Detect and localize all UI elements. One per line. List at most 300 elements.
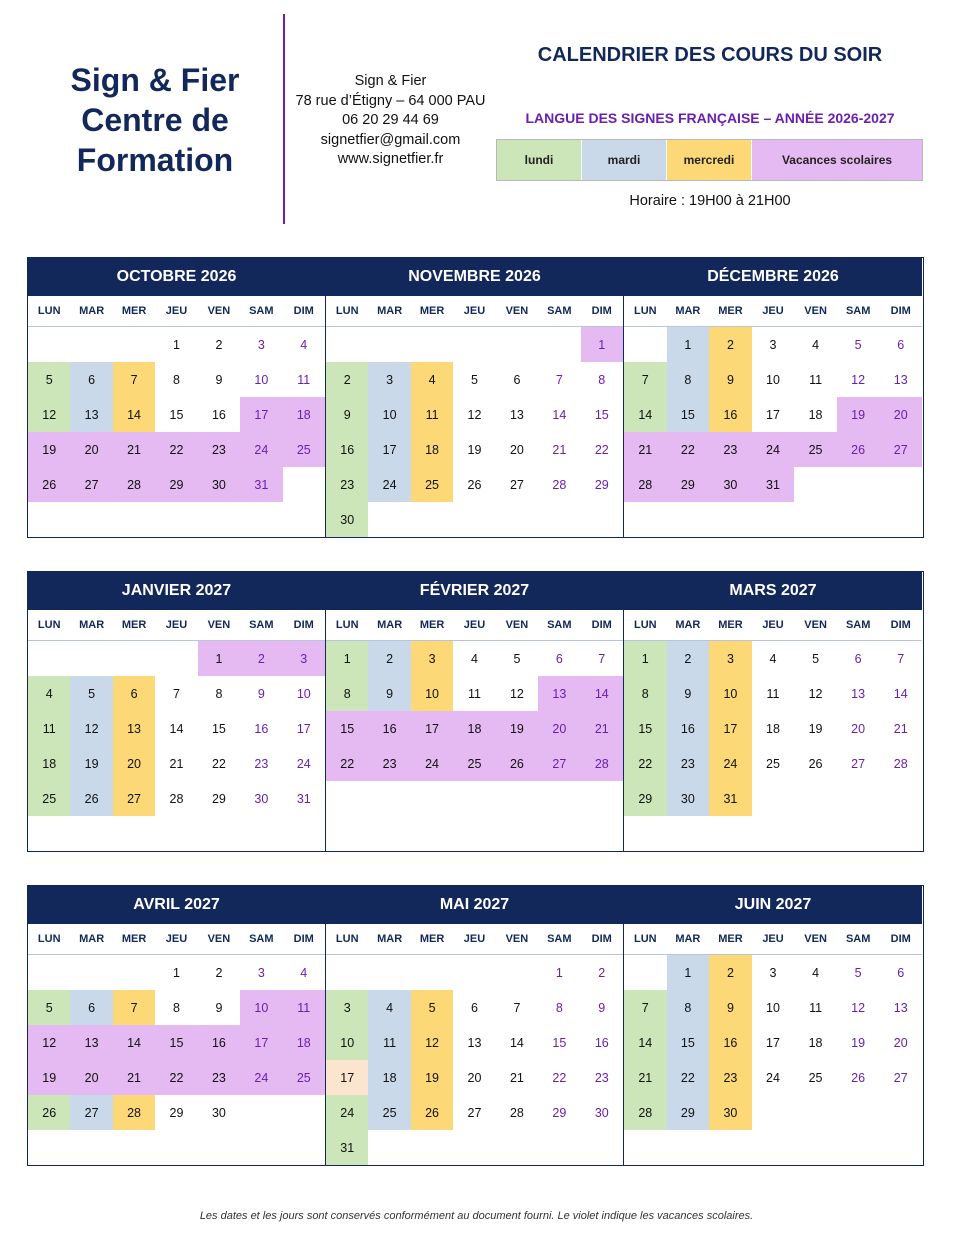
month-calendar (325, 886, 623, 1165)
weekday-label: VEN (505, 933, 529, 945)
day-cell: 29 (155, 467, 197, 502)
contact-email[interactable]: signetfier@gmail.com (320, 131, 461, 148)
day-cell: 7 (624, 990, 667, 1025)
day-cell: 6 (70, 990, 112, 1025)
day-cell: 31 (296, 791, 311, 806)
page-subtitle: LANGUE DES SIGNES FRANÇAISE – ANNÉE 2026-2027 (525, 110, 895, 126)
weekday-label: SAM (845, 619, 871, 631)
day-cell: 3 (411, 641, 453, 676)
day-cell: 13 (538, 676, 580, 711)
day-cell: 14 (552, 407, 567, 422)
day-cell: 19 (411, 1060, 453, 1095)
day-cell: 14 (624, 1025, 667, 1060)
day-cell: 9 (215, 1000, 223, 1015)
day-cell: 22 (667, 432, 710, 467)
day-cell: 25 (794, 432, 837, 467)
day-cell: 23 (254, 756, 269, 771)
weekday-header (28, 610, 325, 641)
day-grid (624, 641, 922, 816)
day-cell: 2 (368, 641, 410, 676)
day-cell: 2 (215, 337, 223, 352)
day-cell: 10 (326, 1025, 368, 1060)
weekday-label: MER (121, 933, 147, 945)
day-cell: 28 (552, 477, 567, 492)
day-cell: 20 (893, 1035, 908, 1050)
day-cell: 21 (169, 756, 184, 771)
month-title: DÉCEMBRE 2026 (624, 258, 922, 296)
day-cell: 17 (411, 711, 453, 746)
day-cell: 26 (28, 1095, 70, 1130)
day-cell: 26 (496, 746, 538, 781)
day-cell: 1 (667, 327, 710, 362)
weekday-label: SAM (845, 305, 871, 317)
weekday-label: LUN (37, 933, 61, 945)
day-cell: 21 (552, 442, 567, 457)
day-cell: 5 (471, 372, 478, 387)
month-title: MAI 2027 (326, 886, 623, 924)
weekday-header (624, 924, 922, 955)
weekday-label: JEU (463, 305, 486, 317)
empty-cell (496, 955, 538, 990)
day-cell: 12 (808, 686, 823, 701)
day-cell: 22 (155, 432, 197, 467)
day-cell: 18 (368, 1060, 410, 1095)
day-cell: 4 (28, 676, 70, 711)
weekday-label: MER (419, 305, 445, 317)
day-cell: 9 (215, 372, 223, 387)
day-cell: 2 (598, 965, 606, 980)
weekday-header (28, 296, 325, 327)
day-cell: 7 (555, 372, 563, 387)
weekday-label: MAR (79, 305, 105, 317)
weekday-label: VEN (207, 305, 231, 317)
day-cell: 6 (513, 372, 521, 387)
day-cell: 28 (113, 1095, 155, 1130)
day-cell: 5 (70, 676, 112, 711)
day-cell: 6 (897, 965, 905, 980)
day-cell: 20 (467, 1070, 482, 1085)
month-title: OCTOBRE 2026 (28, 258, 325, 296)
weekday-header (326, 296, 623, 327)
day-cell: 16 (594, 1035, 609, 1050)
weekday-label: LUN (633, 305, 657, 317)
day-grid (28, 327, 325, 502)
day-cell: 6 (555, 651, 563, 666)
empty-cell (624, 327, 667, 362)
day-cell: 18 (28, 746, 70, 781)
legend-vacances: Vacances scolaires (752, 140, 922, 180)
empty-cell (411, 327, 453, 362)
day-cell: 24 (709, 746, 752, 781)
day-grid (28, 955, 325, 1130)
day-cell: 23 (198, 1060, 240, 1095)
day-cell: 11 (283, 990, 325, 1025)
quarter-block-1 (27, 257, 924, 538)
day-cell: 14 (581, 676, 623, 711)
day-cell: 7 (113, 990, 155, 1025)
day-cell: 14 (113, 397, 155, 432)
day-cell: 3 (283, 641, 325, 676)
day-cell: 2 (215, 965, 223, 980)
empty-cell (28, 641, 70, 676)
day-cell: 21 (893, 721, 908, 736)
month-title: FÉVRIER 2027 (326, 572, 623, 610)
legend-mercredi: mercredi (667, 140, 752, 180)
weekday-label: MAR (675, 305, 701, 317)
quarter-block-3 (27, 885, 924, 1166)
day-cell: 28 (113, 467, 155, 502)
empty-cell (70, 327, 112, 362)
month-title: AVRIL 2027 (28, 886, 325, 924)
day-cell: 10 (766, 372, 780, 387)
weekday-label: JEU (463, 619, 486, 631)
weekday-label: VEN (505, 619, 529, 631)
empty-cell (496, 327, 538, 362)
weekday-label: MER (419, 619, 445, 631)
weekday-label: JEU (762, 305, 784, 317)
day-cell: 16 (254, 721, 269, 736)
day-cell: 16 (667, 711, 710, 746)
day-cell: 23 (709, 432, 752, 467)
empty-cell (411, 955, 453, 990)
day-cell: 18 (283, 1025, 325, 1060)
day-cell: 15 (594, 407, 609, 422)
day-cell: 19 (837, 397, 880, 432)
day-cell: 19 (467, 442, 482, 457)
day-cell: 16 (709, 1025, 752, 1060)
weekday-header (624, 296, 922, 327)
weekday-label: MER (718, 305, 743, 317)
day-cell: 3 (257, 965, 265, 980)
empty-cell (538, 327, 580, 362)
day-cell: 20 (509, 442, 524, 457)
day-cell: 15 (155, 1025, 197, 1060)
day-cell: 27 (70, 467, 112, 502)
day-cell: 1 (581, 327, 623, 362)
day-cell: 1 (173, 965, 180, 980)
day-cell: 15 (667, 397, 710, 432)
day-cell: 28 (893, 756, 908, 771)
weekday-label: VEN (207, 619, 231, 631)
weekday-label: SAM (547, 933, 572, 945)
day-cell: 28 (624, 467, 667, 502)
day-cell: 14 (113, 1025, 155, 1060)
day-cell: 19 (70, 746, 112, 781)
weekday-label: MER (718, 619, 743, 631)
weekday-label: DIM (591, 619, 612, 631)
weekday-label: JEU (165, 619, 188, 631)
weekday-label: LUN (633, 619, 657, 631)
day-cell: 21 (113, 1060, 155, 1095)
day-cell: 22 (594, 442, 609, 457)
day-cell: 4 (769, 651, 777, 666)
day-cell: 6 (70, 362, 112, 397)
day-cell: 7 (897, 651, 905, 666)
day-cell: 23 (326, 467, 368, 502)
day-cell: 13 (851, 686, 866, 701)
day-cell: 22 (624, 746, 667, 781)
day-cell: 10 (368, 397, 410, 432)
day-cell: 27 (851, 756, 866, 771)
day-cell: 19 (808, 721, 823, 736)
day-cell: 29 (624, 781, 667, 816)
day-cell: 15 (169, 407, 184, 422)
day-cell: 13 (467, 1035, 482, 1050)
weekday-label: SAM (249, 933, 274, 945)
weekday-label: VEN (804, 305, 827, 317)
day-cell: 4 (411, 362, 453, 397)
day-cell: 30 (326, 502, 368, 537)
day-cell: 3 (709, 641, 752, 676)
day-cell: 26 (411, 1095, 453, 1130)
day-cell: 18 (411, 432, 453, 467)
day-cell: 16 (368, 711, 410, 746)
day-cell: 25 (766, 756, 780, 771)
weekday-label: LUN (633, 933, 657, 945)
day-cell: 23 (594, 1070, 609, 1085)
day-cell: 17 (709, 711, 752, 746)
weekday-label: VEN (505, 305, 529, 317)
day-cell: 5 (28, 362, 70, 397)
day-cell: 30 (254, 791, 269, 806)
day-cell: 4 (368, 990, 410, 1025)
day-cell: 29 (667, 1095, 710, 1130)
day-cell: 5 (411, 990, 453, 1025)
day-cell: 2 (667, 641, 710, 676)
weekday-label: MAR (377, 305, 403, 317)
day-cell: 31 (752, 467, 795, 502)
quarter-block-2 (27, 571, 924, 852)
day-cell: 25 (283, 1060, 325, 1095)
day-cell: 27 (467, 1105, 482, 1120)
weekday-label: MAR (79, 619, 105, 631)
day-cell: 13 (70, 1025, 112, 1060)
day-cell: 17 (368, 432, 410, 467)
day-cell: 22 (155, 1060, 197, 1095)
weekday-label: MAR (79, 933, 105, 945)
day-cell: 8 (667, 990, 710, 1025)
day-cell: 5 (854, 965, 862, 980)
day-cell: 18 (453, 711, 495, 746)
day-cell: 17 (240, 397, 282, 432)
day-cell: 24 (326, 1095, 368, 1130)
day-cell: 2 (240, 641, 282, 676)
weekday-label: JEU (463, 933, 486, 945)
day-cell: 29 (169, 1105, 184, 1120)
day-cell: 9 (257, 686, 265, 701)
day-cell: 3 (257, 337, 265, 352)
day-cell: 7 (624, 362, 667, 397)
day-cell: 16 (709, 397, 752, 432)
empty-cell (624, 955, 667, 990)
day-cell: 3 (769, 965, 777, 980)
contact-address: 78 rue d’Étigny – 64 000 PAU (295, 92, 486, 109)
day-cell: 15 (211, 721, 226, 736)
day-cell: 28 (169, 791, 184, 806)
day-cell: 25 (28, 781, 70, 816)
day-cell: 4 (812, 965, 820, 980)
day-cell: 15 (667, 1025, 710, 1060)
contact-block (288, 72, 493, 170)
day-cell: 21 (624, 1060, 667, 1095)
empty-cell (368, 327, 410, 362)
day-cell: 26 (851, 1070, 866, 1085)
empty-cell (28, 955, 70, 990)
day-cell: 23 (198, 432, 240, 467)
day-cell: 9 (709, 990, 752, 1025)
empty-cell (155, 641, 197, 676)
month-calendar (325, 258, 623, 537)
day-cell: 31 (240, 467, 282, 502)
day-cell: 12 (467, 407, 482, 422)
day-cell: 6 (854, 651, 862, 666)
day-cell: 3 (326, 990, 368, 1025)
day-cell: 22 (552, 1070, 567, 1085)
day-cell: 25 (368, 1095, 410, 1130)
day-cell: 24 (240, 432, 282, 467)
day-cell: 14 (893, 686, 908, 701)
month-title: NOVEMBRE 2026 (326, 258, 623, 296)
day-cell: 13 (893, 372, 908, 387)
weekday-label: DIM (293, 619, 314, 631)
weekday-label: SAM (845, 933, 871, 945)
day-cell: 5 (513, 651, 521, 666)
day-cell: 20 (538, 711, 580, 746)
day-cell: 11 (368, 1025, 410, 1060)
day-cell: 13 (70, 397, 112, 432)
day-cell: 18 (283, 397, 325, 432)
weekday-label: LUN (335, 619, 359, 631)
day-cell: 8 (173, 1000, 180, 1015)
day-cell: 31 (326, 1130, 368, 1165)
day-cell: 6 (113, 676, 155, 711)
weekday-label: MAR (377, 933, 403, 945)
day-cell: 1 (198, 641, 240, 676)
day-cell: 12 (851, 1000, 866, 1015)
day-cell: 11 (468, 686, 481, 701)
day-cell: 30 (667, 781, 710, 816)
day-cell: 12 (411, 1025, 453, 1060)
brand-line: Centre de (81, 102, 229, 138)
day-cell: 9 (326, 397, 368, 432)
day-cell: 7 (513, 1000, 521, 1015)
day-cell: 27 (879, 432, 922, 467)
empty-cell (326, 327, 368, 362)
day-cell: 14 (624, 397, 667, 432)
day-cell: 27 (70, 1095, 112, 1130)
month-title: JUIN 2027 (624, 886, 922, 924)
day-cell: 10 (240, 990, 282, 1025)
day-cell: 23 (709, 1060, 752, 1095)
weekday-label: MER (121, 305, 147, 317)
day-cell: 10 (296, 686, 311, 701)
day-cell: 25 (808, 1070, 823, 1085)
month-title: MARS 2027 (624, 572, 922, 610)
weekday-header (326, 924, 623, 955)
day-cell: 27 (893, 1070, 908, 1085)
weekday-label: JEU (165, 305, 188, 317)
day-cell: 26 (808, 756, 823, 771)
day-cell: 4 (300, 965, 308, 980)
day-cell: 10 (766, 1000, 780, 1015)
month-title: JANVIER 2027 (28, 572, 325, 610)
day-cell: 7 (598, 651, 606, 666)
day-cell: 24 (766, 1070, 780, 1085)
day-cell: 15 (552, 1035, 567, 1050)
day-cell: 11 (766, 686, 780, 701)
weekday-header (624, 610, 922, 641)
day-cell: 4 (300, 337, 308, 352)
month-calendar (28, 886, 325, 1165)
weekday-label: MER (121, 619, 147, 631)
day-cell: 17 (766, 1035, 780, 1050)
weekday-label: DIM (293, 933, 314, 945)
day-cell: 8 (555, 1000, 563, 1015)
day-cell: 13 (509, 407, 524, 422)
day-cell: 12 (28, 397, 70, 432)
day-cell: 18 (808, 407, 823, 422)
day-cell: 11 (809, 1000, 823, 1015)
weekday-label: SAM (249, 619, 274, 631)
empty-cell (326, 955, 368, 990)
month-calendar (28, 258, 325, 537)
day-cell: 17 (766, 407, 780, 422)
contact-phone[interactable]: 06 20 29 44 69 (342, 112, 439, 128)
weekday-label: LUN (335, 933, 359, 945)
day-cell: 17 (240, 1025, 282, 1060)
day-cell: 29 (552, 1105, 567, 1120)
empty-cell (113, 641, 155, 676)
day-cell: 19 (496, 711, 538, 746)
day-cell: 8 (667, 362, 710, 397)
day-cell: 25 (283, 432, 325, 467)
empty-cell (453, 327, 495, 362)
month-calendar (623, 572, 922, 851)
day-cell: 5 (812, 651, 820, 666)
weekday-label: DIM (591, 305, 612, 317)
day-cell: 15 (624, 711, 667, 746)
class-hours: Horaire : 19H00 à 21H00 (629, 193, 791, 209)
day-cell: 25 (411, 467, 453, 502)
empty-cell (113, 955, 155, 990)
day-cell: 1 (555, 965, 563, 980)
day-cell: 27 (538, 746, 580, 781)
day-cell: 25 (453, 746, 495, 781)
day-cell: 30 (709, 467, 752, 502)
weekday-header (28, 924, 325, 955)
day-cell: 26 (70, 781, 112, 816)
day-cell: 30 (198, 467, 240, 502)
day-cell: 21 (581, 711, 623, 746)
weekday-label: VEN (804, 933, 827, 945)
day-cell: 11 (297, 372, 311, 387)
color-legend (496, 139, 923, 181)
day-cell: 10 (254, 372, 269, 387)
day-cell: 15 (326, 711, 368, 746)
day-cell: 19 (851, 1035, 866, 1050)
contact-website[interactable]: www.signetfier.fr (337, 151, 444, 167)
day-cell: 13 (893, 1000, 908, 1015)
day-cell: 24 (368, 467, 410, 502)
day-cell: 22 (326, 746, 368, 781)
day-cell: 12 (70, 711, 112, 746)
day-cell: 9 (709, 362, 752, 397)
day-cell: 2 (709, 955, 752, 990)
day-cell: 2 (709, 327, 752, 362)
empty-cell (453, 955, 495, 990)
page-title: CALENDRIER DES COURS DU SOIR (537, 44, 883, 66)
day-cell: 14 (509, 1035, 524, 1050)
